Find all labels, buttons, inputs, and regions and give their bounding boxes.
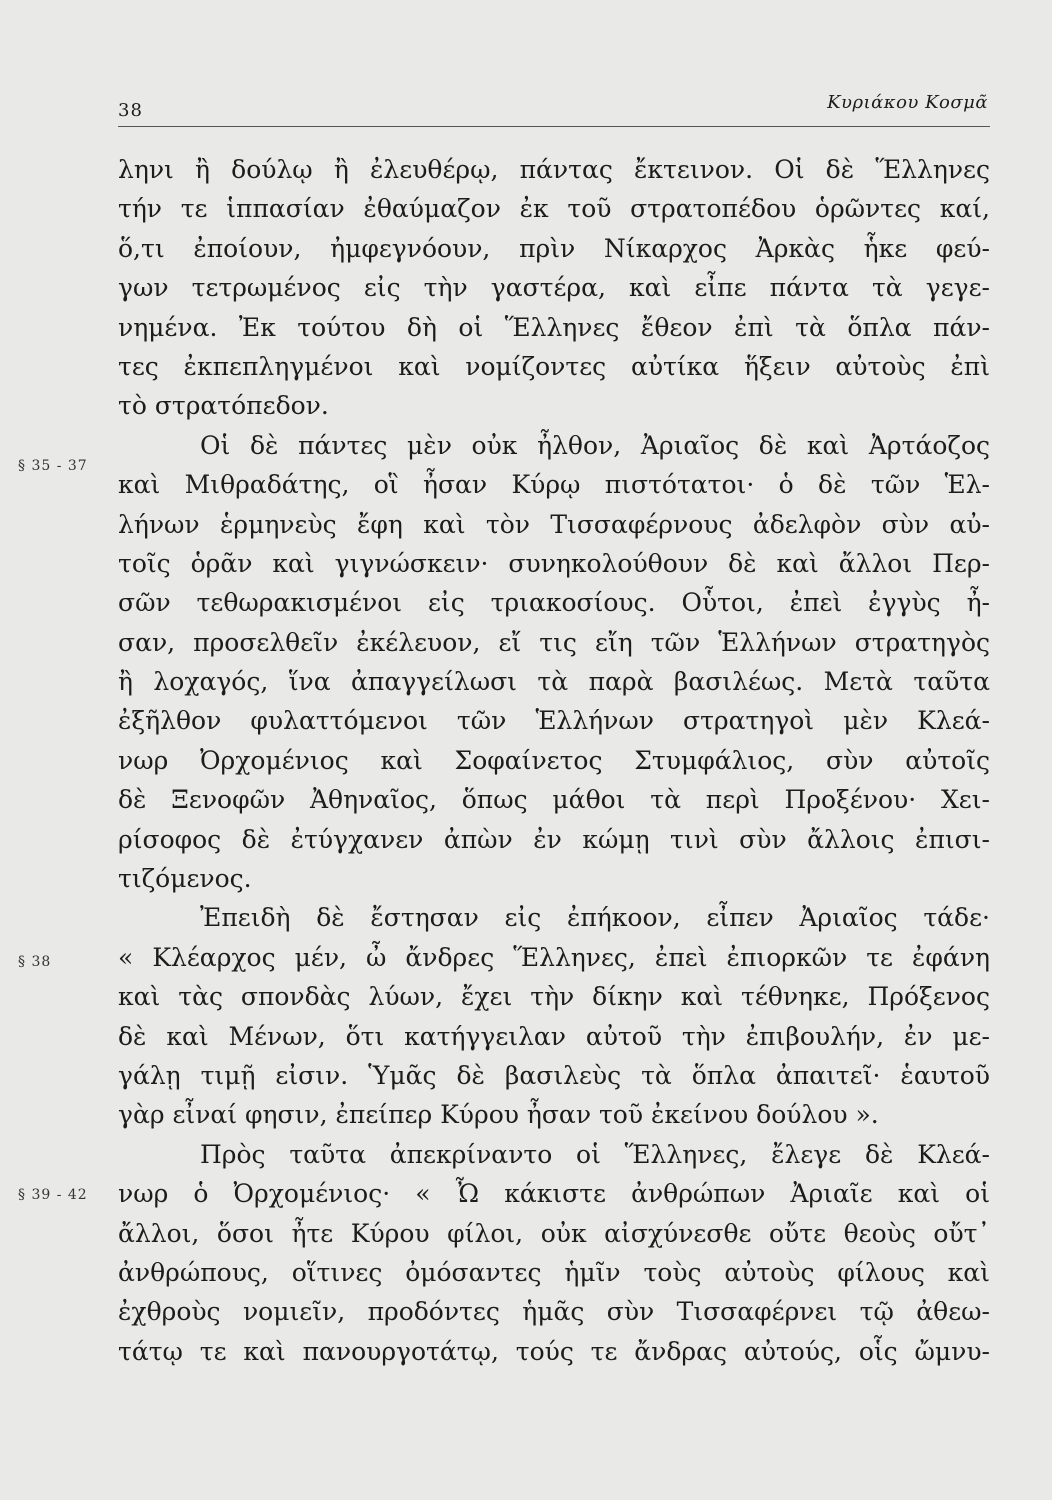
text-line: ρίσοφος δὲ ἐτύγχανεν ἀπὼν ἐν κώμῃ τινὶ σὺν ἄλλοις ἐπισι- [118, 824, 990, 854]
text-line: καὶ Μιθραδάτης, οἳ ἦσαν Κύρῳ πιστότατοι· ὁ δὲ τῶν Ἑλ- [118, 470, 990, 500]
page-number: 38 [118, 100, 143, 121]
text-line: « Κλέαρχος μέν, ὦ ἄνδρες Ἕλληνες, ἐπεὶ ἐπιορκῶν τε ἐφάνη [118, 942, 990, 972]
text-line: νωρ ὁ Ὀρχομένιος· « Ὦ κάκιστε ἀνθρώπων Ἀριαῖε καὶ οἱ [118, 1179, 990, 1209]
text-line: γάλῃ τιμῇ εἰσιν. Ὑμᾶς δὲ βασιλεὺς τὰ ὅπλα ἀπαιτεῖ· ἑαυτοῦ [118, 1060, 990, 1090]
text-line: λήνων ἑρμηνεὺς ἔφη καὶ τὸν Τισσαφέρνους ἀδελφὸν σὺν αὐ- [118, 509, 990, 539]
margin-note-section-35-37: § 35 - 37 [18, 458, 88, 474]
text-line: ἢ λοχαγός, ἵνα ἀπαγγείλωσι τὰ παρὰ βασιλέως. Μετὰ ταῦτα [118, 667, 990, 697]
text-line: τες ἐκπεπληγμένοι καὶ νομίζοντες αὐτίκα ἥξειν αὐτοὺς ἐπὶ [118, 351, 990, 381]
text-line: τὸ στρατόπεδον. [118, 391, 329, 421]
paragraph-start-line: Ἐπειδὴ δὲ ἔστησαν εἰς ἐπήκοον, εἶπεν Ἀριαῖος τάδε· [200, 903, 990, 933]
text-line: δὲ καὶ Μένων, ὅτι κατήγγειλαν αὐτοῦ τὴν ἐπιβουλήν, ἐν με- [118, 1021, 990, 1051]
text-line: ἐξῆλθον φυλαττόμενοι τῶν Ἑλλήνων στρατηγοὶ μὲν Κλεά- [118, 706, 990, 736]
header-rule [118, 126, 990, 127]
text-line: ἄλλοι, ὅσοι ἦτε Κύρου φίλοι, οὐκ αἰσχύνεσθε οὔτε θεοὺς οὔτ᾽ [118, 1218, 990, 1248]
body-text [118, 150, 990, 1371]
text-line: σαν, προσελθεῖν ἐκέλευον, εἴ τις εἴη τῶν Ἑλλήνων στρατηγὸς [118, 627, 990, 657]
text-line: νωρ Ὀρχομένιος καὶ Σοφαίνετος Στυμφάλιος, σὺν αὐτοῖς [118, 745, 990, 775]
text-line: ὅ,τι ἐποίουν, ἠμφεγνόουν, πρὶν Νίκαρχος Ἀρκὰς ἧκε φεύ- [118, 233, 990, 263]
text-line: νημένα. Ἐκ τούτου δὴ οἱ Ἕλληνες ἔθεον ἐπὶ τὰ ὅπλα πάν- [118, 312, 990, 342]
margin-note-section-38: § 38 [18, 954, 52, 970]
text-line: τιζόμενος. [118, 864, 252, 894]
text-line: τάτῳ τε καὶ πανουργοτάτῳ, τούς τε ἄνδρας αὐτούς, οἷς ὤμνυ- [118, 1336, 990, 1366]
paragraph-start-line: Πρὸς ταῦτα ἀπεκρίναντο οἱ Ἕλληνες, ἔλεγε δὲ Κλεά- [200, 1139, 990, 1169]
text-line: ἀνθρώπους, οἵτινες ὀμόσαντες ἡμῖν τοὺς αὐτοὺς φίλους καὶ [118, 1257, 990, 1287]
text-line: ἐχθροὺς νομιεῖν, προδόντες ἡμᾶς σὺν Τισσαφέρνει τῷ ἀθεω- [118, 1297, 990, 1327]
text-line: τήν τε ἱππασίαν ἐθαύμαζον ἐκ τοῦ στρατοπέδου ὁρῶντες καί, [118, 194, 990, 224]
text-line: δὲ Ξενοφῶν Ἀθηναῖος, ὅπως μάθοι τὰ περὶ Προξένου· Χει- [118, 785, 990, 815]
text-line: τοῖς ὁρᾶν καὶ γιγνώσκειν· συνηκολούθουν δὲ καὶ ἄλλοι Περ- [118, 548, 990, 578]
text-line: σῶν τεθωρακισμένοι εἰς τριακοσίους. Οὗτοι, ἐπεὶ ἐγγὺς ἦ- [118, 588, 990, 618]
running-title: Κυριάκου Κοσμᾶ [827, 92, 988, 113]
text-line: γων τετρωμένος εἰς τὴν γαστέρα, καὶ εἶπε πάντα τὰ γεγε- [118, 273, 990, 303]
text-line: ληνι ἢ δούλῳ ἢ ἐλευθέρῳ, πάντας ἔκτεινον. Οἱ δὲ Ἕλληνες [118, 155, 990, 184]
text-line: καὶ τὰς σπονδὰς λύων, ἔχει τὴν δίκην καὶ τέθνηκε, Πρόξενος [118, 982, 990, 1012]
text-line: γὰρ εἶναί φησιν, ἐπείπερ Κύρου ἦσαν τοῦ ἐκείνου δούλου ». [118, 1100, 879, 1130]
margin-note-section-39-42: § 39 - 42 [18, 1187, 88, 1203]
paragraph-start-line: Οἱ δὲ πάντες μὲν οὐκ ἦλθον, Ἀριαῖος δὲ καὶ Ἀρτάοζος [200, 430, 990, 460]
